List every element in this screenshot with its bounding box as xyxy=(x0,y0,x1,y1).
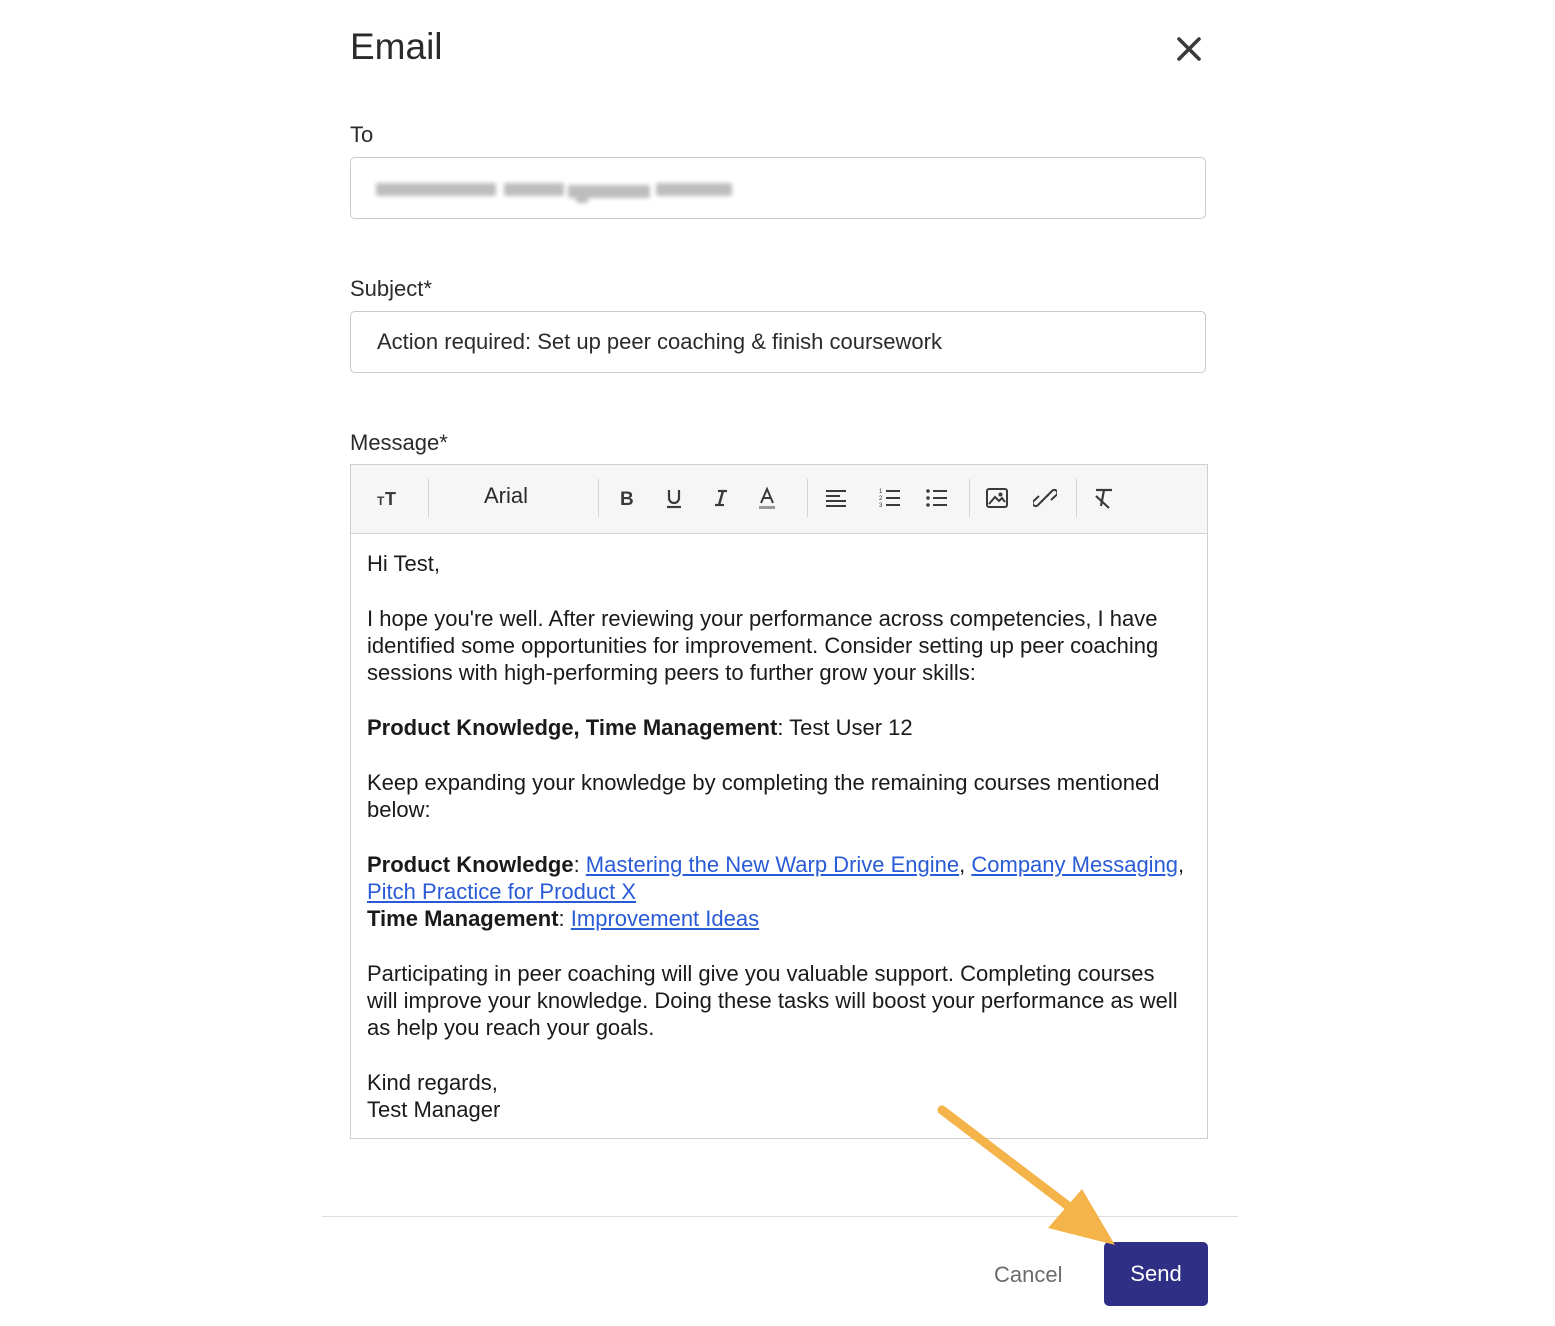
image-icon[interactable] xyxy=(984,485,1010,511)
editor-toolbar xyxy=(351,465,1207,534)
course-link[interactable]: Improvement Ideas xyxy=(570,906,760,931)
toolbar-divider xyxy=(428,479,429,517)
toolbar-divider xyxy=(807,479,808,517)
to-label: To xyxy=(350,122,374,147)
svg-text:3: 3 xyxy=(879,503,883,509)
message-body[interactable] xyxy=(351,534,1207,1139)
course-link[interactable]: Pitch Practice for Product X xyxy=(367,879,636,904)
peer-coaching-line xyxy=(367,714,1191,741)
bulleted-list-icon[interactable] xyxy=(924,485,950,511)
greeting: Hi Test, xyxy=(367,551,440,576)
link-icon[interactable] xyxy=(1032,485,1058,511)
page-title: Email xyxy=(350,26,443,67)
bold-icon[interactable] xyxy=(614,485,640,511)
numbered-list-icon[interactable] xyxy=(877,485,903,511)
svg-text:1: 1 xyxy=(879,489,883,495)
competency-label: Time Management xyxy=(367,906,559,931)
signature: Kind regards, Test Manager xyxy=(367,1070,501,1122)
font-family-select[interactable]: Arial xyxy=(484,483,529,508)
paragraph: Keep expanding your knowledge by completing the remaining courses mentioned below: xyxy=(367,770,1160,822)
to-value-redacted xyxy=(376,177,732,203)
underline-icon[interactable] xyxy=(661,485,687,511)
align-left-icon[interactable] xyxy=(823,485,849,511)
svg-text:2: 2 xyxy=(879,496,883,502)
clear-format-icon[interactable] xyxy=(1091,485,1117,511)
send-button[interactable]: Send xyxy=(1104,1242,1208,1306)
peer-name: : Test User 12 xyxy=(777,715,913,740)
subject-field[interactable]: Action required: Set up peer coaching & finish coursework xyxy=(350,311,1206,373)
paragraph: Participating in peer coaching will give you valuable support. Completing courses will improve your knowledge. Doing these tasks will boost your performance as well as help you reach your goals. xyxy=(367,961,1178,1040)
close-icon[interactable] xyxy=(1170,30,1208,68)
svg-text:T: T xyxy=(377,494,385,508)
svg-text:T: T xyxy=(385,489,396,509)
svg-text:B: B xyxy=(620,489,634,510)
text-size-icon[interactable] xyxy=(375,485,401,511)
italic-icon[interactable] xyxy=(708,485,734,511)
toolbar-divider xyxy=(598,479,599,517)
paragraph: I hope you're well. After reviewing your performance across competencies, I have identified some opportunities for improvement. Consider setting up peer coaching sessions with high-performing peers to further grow your skills: xyxy=(367,606,1159,685)
message-editor[interactable] xyxy=(350,464,1208,1139)
message-label: Message* xyxy=(350,430,448,455)
annotation-arrow-icon xyxy=(930,1100,1130,1250)
toolbar-divider xyxy=(1076,479,1077,517)
course-link[interactable]: Mastering the New Warp Drive Engine xyxy=(585,852,960,877)
competency-label: Product Knowledge xyxy=(367,852,574,877)
text-color-icon[interactable] xyxy=(754,485,780,511)
toolbar-divider xyxy=(969,479,970,517)
subject-label: Subject* xyxy=(350,276,432,301)
cancel-button[interactable]: Cancel xyxy=(994,1262,1063,1287)
course-link[interactable]: Company Messaging xyxy=(971,852,1179,877)
peer-competencies: Product Knowledge, Time Management xyxy=(367,715,778,740)
course-list: Product Knowledge: Mastering the New Warp Drive Engine, Company Messaging, Pitch Practice for Product X Time Management: Improvement Ideas xyxy=(367,852,1185,931)
